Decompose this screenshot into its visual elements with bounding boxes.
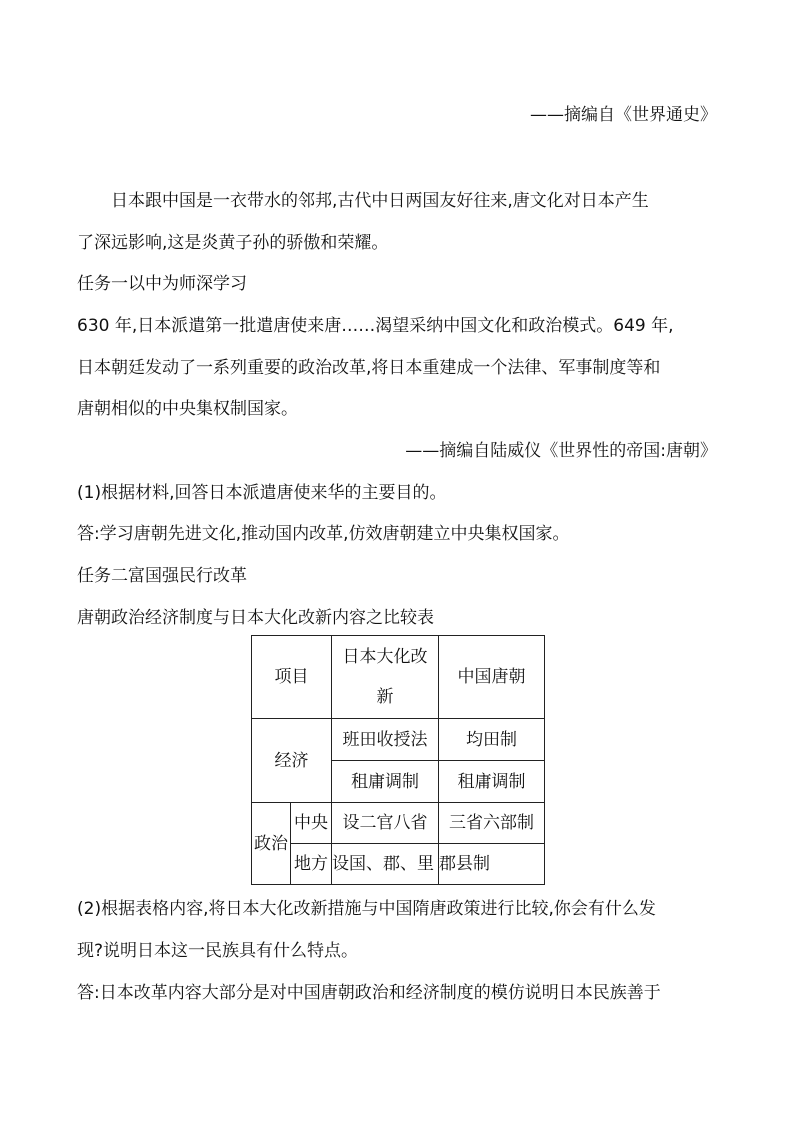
material-line-2: 日本朝廷发动了一系列重要的政治改革,将日本重建成一个法律、军事制度等和: [77, 358, 661, 378]
comparison-table: [251, 635, 545, 885]
politics-label-cell: 政治: [252, 803, 291, 885]
task-2-title: 任务二富国强民行改革: [77, 566, 247, 586]
header-item-cell: 项目: [252, 636, 332, 719]
economy-label-cell: 经济: [252, 719, 332, 803]
task-1-title: 任务一以中为师深学习: [77, 274, 247, 294]
intro-paragraph-line-1: 日本跟中国是一衣带水的邻邦,古代中日两国友好往来,唐文化对日本产生: [111, 191, 649, 211]
table-caption: 唐朝政治经济制度与日本大化改新内容之比较表: [77, 608, 434, 628]
central-japan-cell: 设二官八省: [332, 803, 439, 844]
central-label-cell: 中央: [291, 803, 332, 844]
answer-2-line-1: 答:日本改革内容大部分是对中国唐朝政治和经济制度的模仿说明日本民族善于: [77, 983, 661, 1003]
question-2-line-1: (2)根据表格内容,将日本大化改新措施与中国隋唐政策进行比较,你会有什么发: [77, 899, 656, 919]
answer-1: 答:学习唐朝先进文化,推动国内改革,仿效唐朝建立中央集权国家。: [77, 524, 570, 544]
local-label-cell: 地方: [291, 844, 332, 885]
econ-row2-china-cell: 租庸调制: [439, 761, 545, 803]
econ-row1-japan-cell: 班田收授法: [332, 719, 439, 761]
central-china-cell: 三省六部制: [439, 803, 545, 844]
material-line-1: 630 年,日本派遣第一批遣唐使来唐……渴望采纳中国文化和政治模式。649 年,: [77, 316, 674, 336]
material-source: ——摘编自陆威仪《世界性的帝国:唐朝》: [405, 441, 717, 461]
econ-row2-japan-cell: 租庸调制: [332, 761, 439, 803]
header-china-cell: 中国唐朝: [439, 636, 545, 719]
material-line-3: 唐朝相似的中央集权制国家。: [77, 399, 298, 419]
source-citation-top: ——摘编自《世界通史》: [530, 105, 717, 125]
econ-row1-china-cell: 均田制: [439, 719, 545, 761]
question-2-line-2: 现?说明日本这一民族具有什么特点。: [77, 941, 359, 961]
question-1: (1)根据材料,回答日本派遣唐使来华的主要目的。: [77, 483, 447, 503]
local-china-cell: 郡县制: [439, 844, 545, 885]
local-japan-cell: 设国、郡、里: [332, 844, 439, 885]
intro-paragraph-line-2: 了深远影响,这是炎黄子孙的骄傲和荣耀。: [77, 233, 389, 253]
header-japan-cell: 日本大化改 新: [332, 636, 439, 719]
